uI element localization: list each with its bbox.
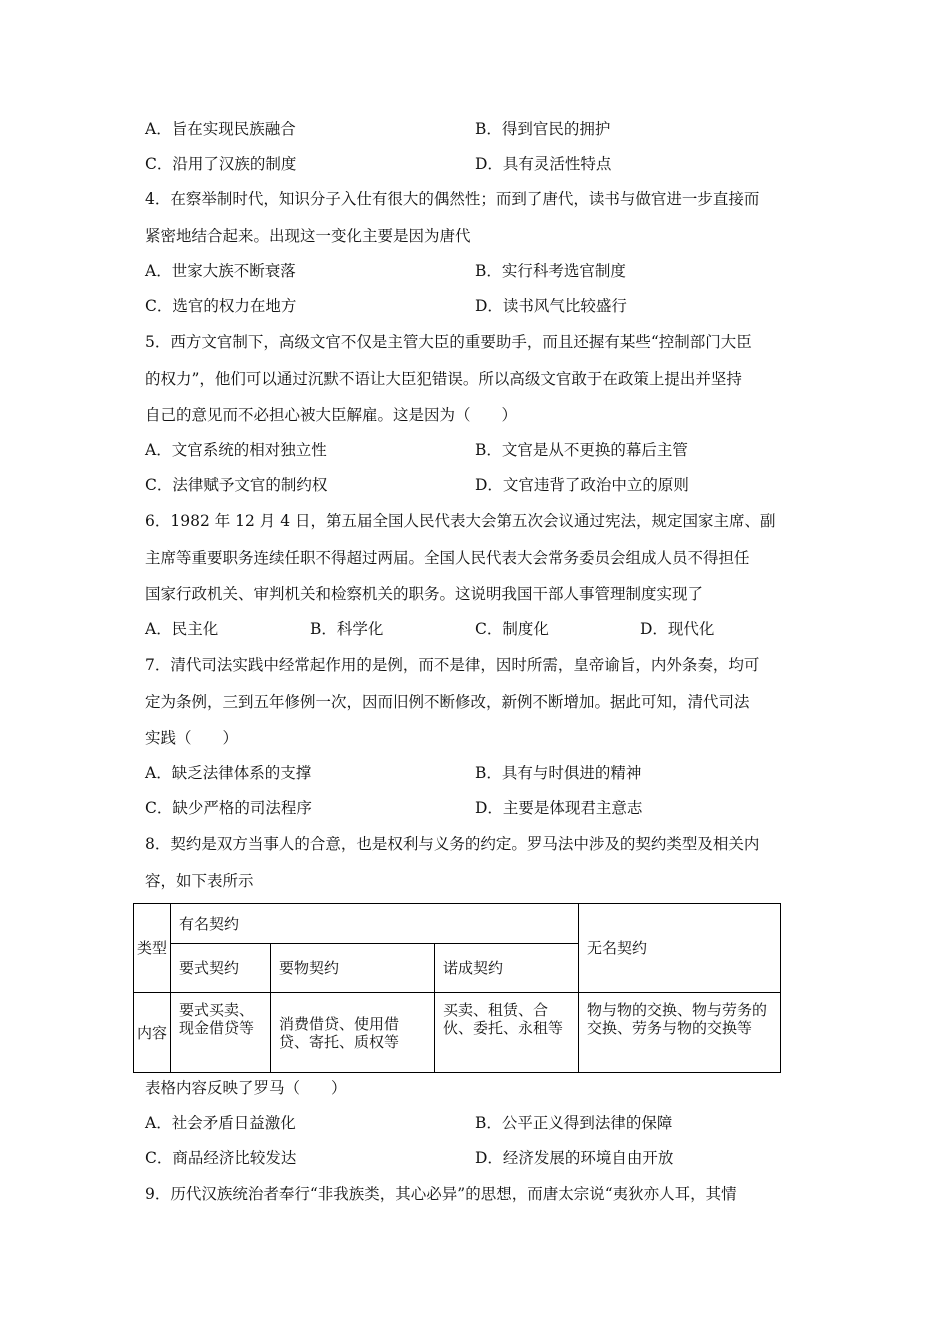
q5-option-d: D．文官违背了政治中立的原则: [475, 476, 689, 494]
contract-table: [133, 903, 781, 1073]
q7-option-d: D．主要是体现君主意志: [475, 799, 643, 817]
table-cell-consensual-content: 买卖、租赁、合伙、委托、永租等: [435, 993, 579, 1073]
q8-stem-line1: 8．契约是双方当事人的合意，也是权利与义务的约定。罗马法中涉及的契约类型及相关内: [145, 835, 760, 853]
q8-option-c: C．商品经济比较发达: [145, 1149, 297, 1167]
q8-option-b: B．公平正义得到法律的保障: [475, 1114, 673, 1132]
q5-stem-line2: 的权力”，他们可以通过沉默不语让大臣犯错误。所以高级文官敢于在政策上提出并坚持: [145, 370, 742, 388]
q3-option-d: D．具有灵活性特点: [475, 155, 612, 173]
q7-stem-line1: 7．清代司法实践中经常起作用的是例，而不是律，因时所需，皇帝谕旨，内外条奏，均可: [145, 656, 760, 674]
q4-option-b: B．实行科考选官制度: [475, 262, 626, 280]
table-header-named: 有名契约: [171, 904, 579, 944]
table-header-formal: 要式契约: [171, 944, 271, 993]
table-header-unnamed: 无名契约: [579, 904, 781, 993]
q6-option-c: C．制度化: [475, 620, 549, 638]
q5-stem-line1: 5．西方文官制下，高级文官不仅是主管大臣的重要助手，而且还握有某些“控制部门大臣: [145, 333, 752, 351]
q7-stem-line3: 实践（ ）: [145, 729, 239, 747]
q4-option-d: D．读书风气比较盛行: [475, 297, 627, 315]
q5-stem-line3: 自己的意见而不必担心被大臣解雇。这是因为（ ）: [145, 406, 518, 424]
table-cell-formal-content: 要式买卖、现金借贷等: [171, 993, 271, 1073]
table-header-consensual: 诺成契约: [435, 944, 579, 993]
q8-stem-line2: 容，如下表所示: [145, 872, 254, 890]
table-header-type: 类型: [134, 904, 171, 993]
q9-stem-line1: 9．历代汉族统治者奉行“非我族类，其心必异”的思想，而唐太宗说“夷狄亦人耳，其情: [145, 1185, 737, 1203]
q4-stem-line1: 4．在察举制时代，知识分子入仕有很大的偶然性；而到了唐代，读书与做官进一步直接而: [145, 190, 760, 208]
q7-stem-line2: 定为条例，三到五年修例一次，因而旧例不断修改，新例不断增加。据此可知，清代司法: [145, 693, 750, 711]
q8-option-d: D．经济发展的环境自由开放: [475, 1149, 674, 1167]
q8-after-table: 表格内容反映了罗马（ ）: [145, 1079, 347, 1097]
q8-option-a: A．社会矛盾日益激化: [145, 1114, 296, 1132]
q5-option-a: A．文官系统的相对独立性: [145, 441, 327, 459]
q4-option-c: C．选官的权力在地方: [145, 297, 297, 315]
q3-option-c: C．沿用了汉族的制度: [145, 155, 297, 173]
q7-option-b: B．具有与时俱进的精神: [475, 764, 642, 782]
q6-stem-line3: 国家行政机关、审判机关和检察机关的职务。这说明我国干部人事管理制度实现了: [145, 585, 704, 603]
q7-option-c: C．缺少严格的司法程序: [145, 799, 312, 817]
q7-option-a: A．缺乏法律体系的支撑: [145, 764, 312, 782]
q6-option-b: B．科学化: [310, 620, 384, 638]
q4-option-a: A．世家大族不断衰落: [145, 262, 296, 280]
q6-option-d: D．现代化: [640, 620, 715, 638]
table-cell-unnamed-content: 物与物的交换、物与劳务的交换、劳务与物的交换等: [579, 993, 781, 1073]
q5-option-c: C．法律赋予文官的制约权: [145, 476, 328, 494]
q3-option-a: A．旨在实现民族融合: [145, 120, 296, 138]
q6-stem-line2: 主席等重要职务连续任职不得超过两届。全国人民代表大会常务委员会组成人员不得担任: [145, 549, 750, 567]
q4-stem-line2: 紧密地结合起来。出现这一变化主要是因为唐代: [145, 227, 471, 245]
table-header-real: 要物契约: [271, 944, 435, 993]
q6-option-a: A．民主化: [145, 620, 219, 638]
table-header-content: 内容: [134, 993, 171, 1073]
q3-option-b: B．得到官民的拥护: [475, 120, 611, 138]
q5-option-b: B．文官是从不更换的幕后主管: [475, 441, 688, 459]
table-cell-real-content: 消费借贷、使用借贷、寄托、质权等: [271, 993, 435, 1073]
q6-stem-line1: 6．1982 年 12 月 4 日，第五届全国人民代表大会第五次会议通过宪法，规定国家主席、副: [145, 512, 776, 530]
